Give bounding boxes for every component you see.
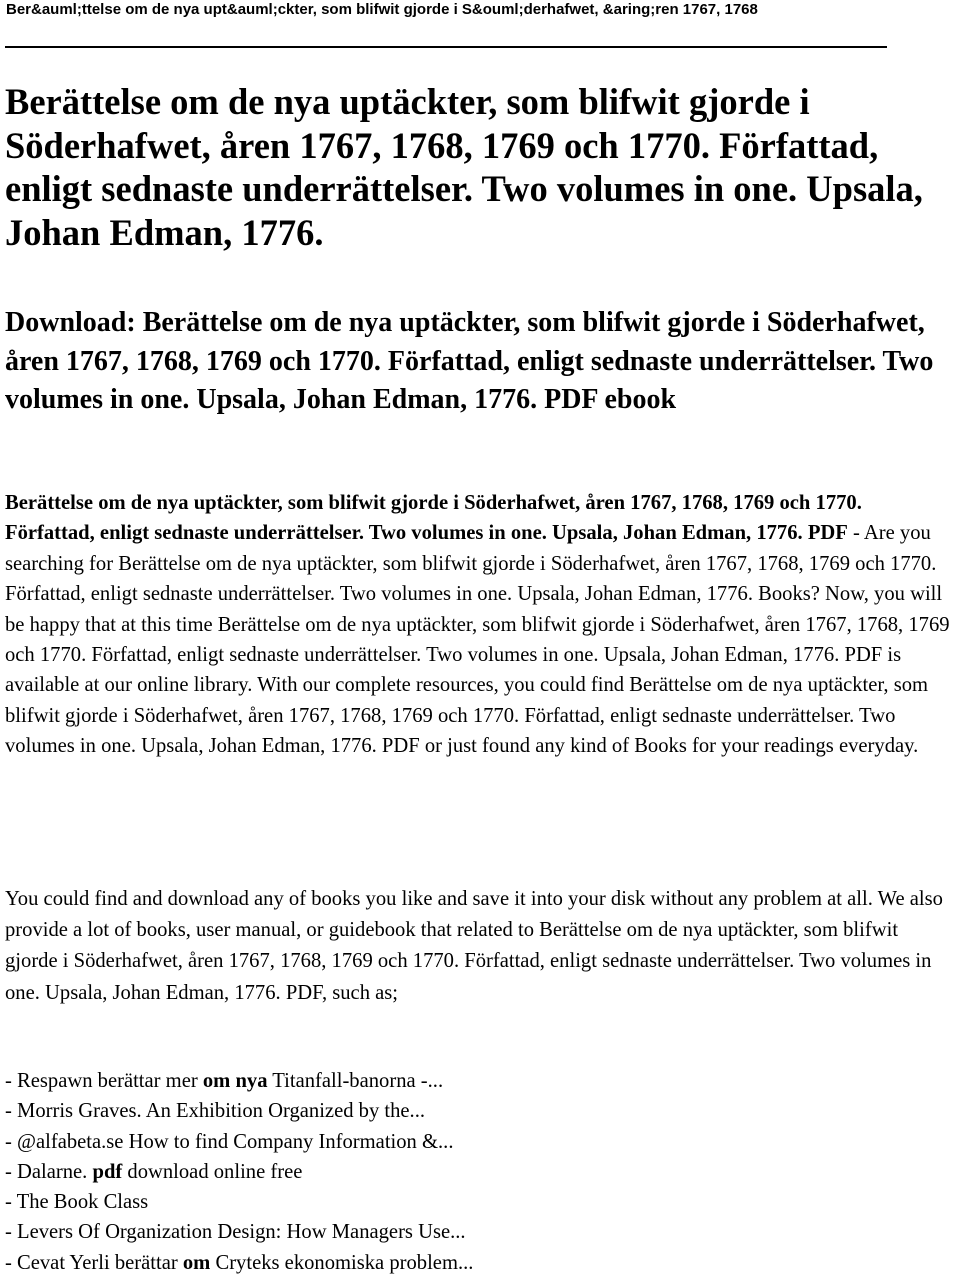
related-item[interactable]: - Respawn berättar mer om nya Titanfall-banorna -... xyxy=(5,1070,444,1092)
related-item[interactable]: - The Book Class xyxy=(5,1191,149,1214)
lead-paragraph xyxy=(5,488,950,762)
related-item[interactable]: - Morris Graves. An Exhibition Organized by the... xyxy=(5,1100,425,1123)
related-list xyxy=(5,1066,950,1278)
related-item[interactable]: - Cevat Yerli berättar om Cryteks ekonomiska problem... xyxy=(5,1251,474,1274)
download-heading: Download: Berättelse om de nya uptäckter, som blifwit gjorde i Söderhafwet, åren 1767, 1768, 1769 och 1770. Författad, enligt sednaste underrättelser. Two volumes in one. Upsala, Johan Edman, 1776. PDF ebook xyxy=(5,307,934,415)
related-item[interactable]: - @alfabeta.se How to find Company Information &... xyxy=(5,1130,454,1153)
page-header: Ber&auml;ttelse om de nya upt&auml;ckter, som blifwit gjorde i S&ouml;derhafwet, &aring;ren 1767, 1768 xyxy=(6,1,758,18)
related-item[interactable]: - Dalarne. pdf download online free xyxy=(5,1160,303,1183)
lead-body: - Are you searching for Berättelse om de nya uptäckter, som blifwit gjorde i Söderhafwet, åren 1767, 1768, 1769 och 1770. Författad, enligt sednaste underrättelser. Two volumes in one. Upsala, Johan Edman, 1776. Books? Now, you will be happy that at this time Berättelse om de nya uptäckter, som blifwit gjorde i Söderhafwet, åren 1767, 1768, 1769 och 1770. Författad, enligt sednaste underrättelser. Two volumes in one. Upsala, Johan Edman, 1776. PDF is available at our online library. With our complete resources, you could find Berättelse om de nya uptäckter, som blifwit gjorde i Söderhafwet, åren 1767, 1768, 1769 och 1770. Författad, enligt sednaste underrättelser. Two volumes in one. Upsala, Johan Edman, 1776. PDF or just found any kind of Books for your readings everyday. xyxy=(5,522,950,758)
header-divider xyxy=(5,46,887,48)
document-title: Berättelse om de nya uptäckter, som blifwit gjorde i Söderhafwet, åren 1767, 1768, 1769 och 1770. Författad, enligt sednaste underrättelser. Two volumes in one. Upsala, Johan Edman, 1776. xyxy=(5,81,923,253)
body-paragraph: You could find and download any of books you like and save it into your disk without any problem at all. We also provide a lot of books, user manual, or guidebook that related to Berättelse om de nya uptäckter, som blifwit gjorde i Söderhafwet, åren 1767, 1768, 1769 och 1770. Författad, enligt sednaste underrättelser. Two volumes in one. Upsala, Johan Edman, 1776. PDF, such as; xyxy=(5,888,943,1004)
related-item[interactable]: - Levers Of Organization Design: How Managers Use... xyxy=(5,1221,466,1244)
lead-bold-title: Berättelse om de nya uptäckter, som blifwit gjorde i Söderhafwet, åren 1767, 1768, 1769 och 1770. Författad, enligt sednaste underrättelser. Two volumes in one. Upsala, Johan Edman, 1776. PDF xyxy=(5,492,862,545)
